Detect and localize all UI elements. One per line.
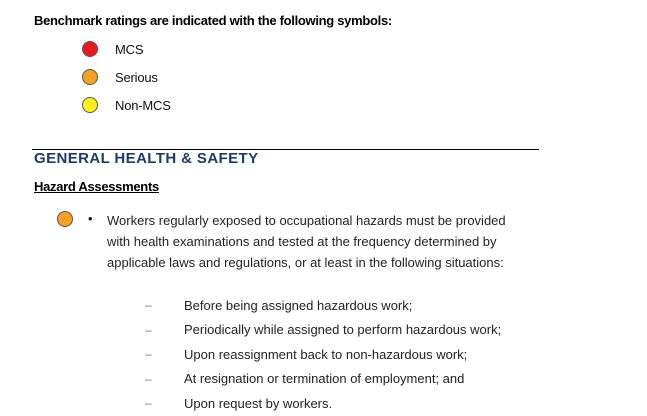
list-item-text: Periodically while assigned to perform hazardous work; bbox=[184, 322, 502, 338]
subsection-title: Hazard Assessments bbox=[34, 179, 159, 194]
section-divider bbox=[32, 149, 539, 150]
dash-icon: – bbox=[145, 371, 152, 386]
requirement-sub-list bbox=[145, 293, 501, 416]
orange-circle-icon bbox=[57, 211, 73, 227]
legend-label: Serious bbox=[115, 69, 158, 85]
list-item-text: Upon reassignment back to non-hazardous work; bbox=[184, 346, 468, 362]
list-item bbox=[145, 293, 501, 318]
list-item bbox=[145, 391, 501, 416]
legend-label: Non-MCS bbox=[115, 97, 171, 113]
legend-item-mcs bbox=[82, 40, 143, 58]
list-item-text: At resignation or termination of employment; and bbox=[184, 371, 465, 387]
list-item bbox=[145, 318, 501, 343]
dash-icon: – bbox=[145, 396, 152, 411]
legend-item-serious bbox=[82, 68, 158, 86]
legend-label: MCS bbox=[115, 41, 144, 57]
orange-circle-icon bbox=[82, 69, 98, 85]
legend-heading: Benchmark ratings are indicated with the following symbols: bbox=[34, 13, 392, 28]
list-item-text: Upon request by workers. bbox=[184, 395, 333, 411]
yellow-circle-icon bbox=[82, 97, 98, 113]
section-title: GENERAL HEALTH & SAFETY bbox=[34, 150, 259, 167]
legend-item-non-mcs bbox=[82, 96, 171, 114]
list-item bbox=[145, 342, 501, 367]
dash-icon: – bbox=[145, 298, 152, 313]
list-item bbox=[145, 367, 501, 392]
red-circle-icon bbox=[82, 41, 98, 57]
list-item-text: Before being assigned hazardous work; bbox=[184, 297, 413, 313]
dash-icon: – bbox=[145, 347, 152, 362]
bullet-icon: • bbox=[88, 211, 93, 226]
dash-icon: – bbox=[145, 322, 152, 337]
requirement-text: Workers regularly exposed to occupational hazards must be provided with health examinations and tested at the frequency determined by applicable laws and regulations, or at least in the following situations: bbox=[107, 213, 506, 270]
